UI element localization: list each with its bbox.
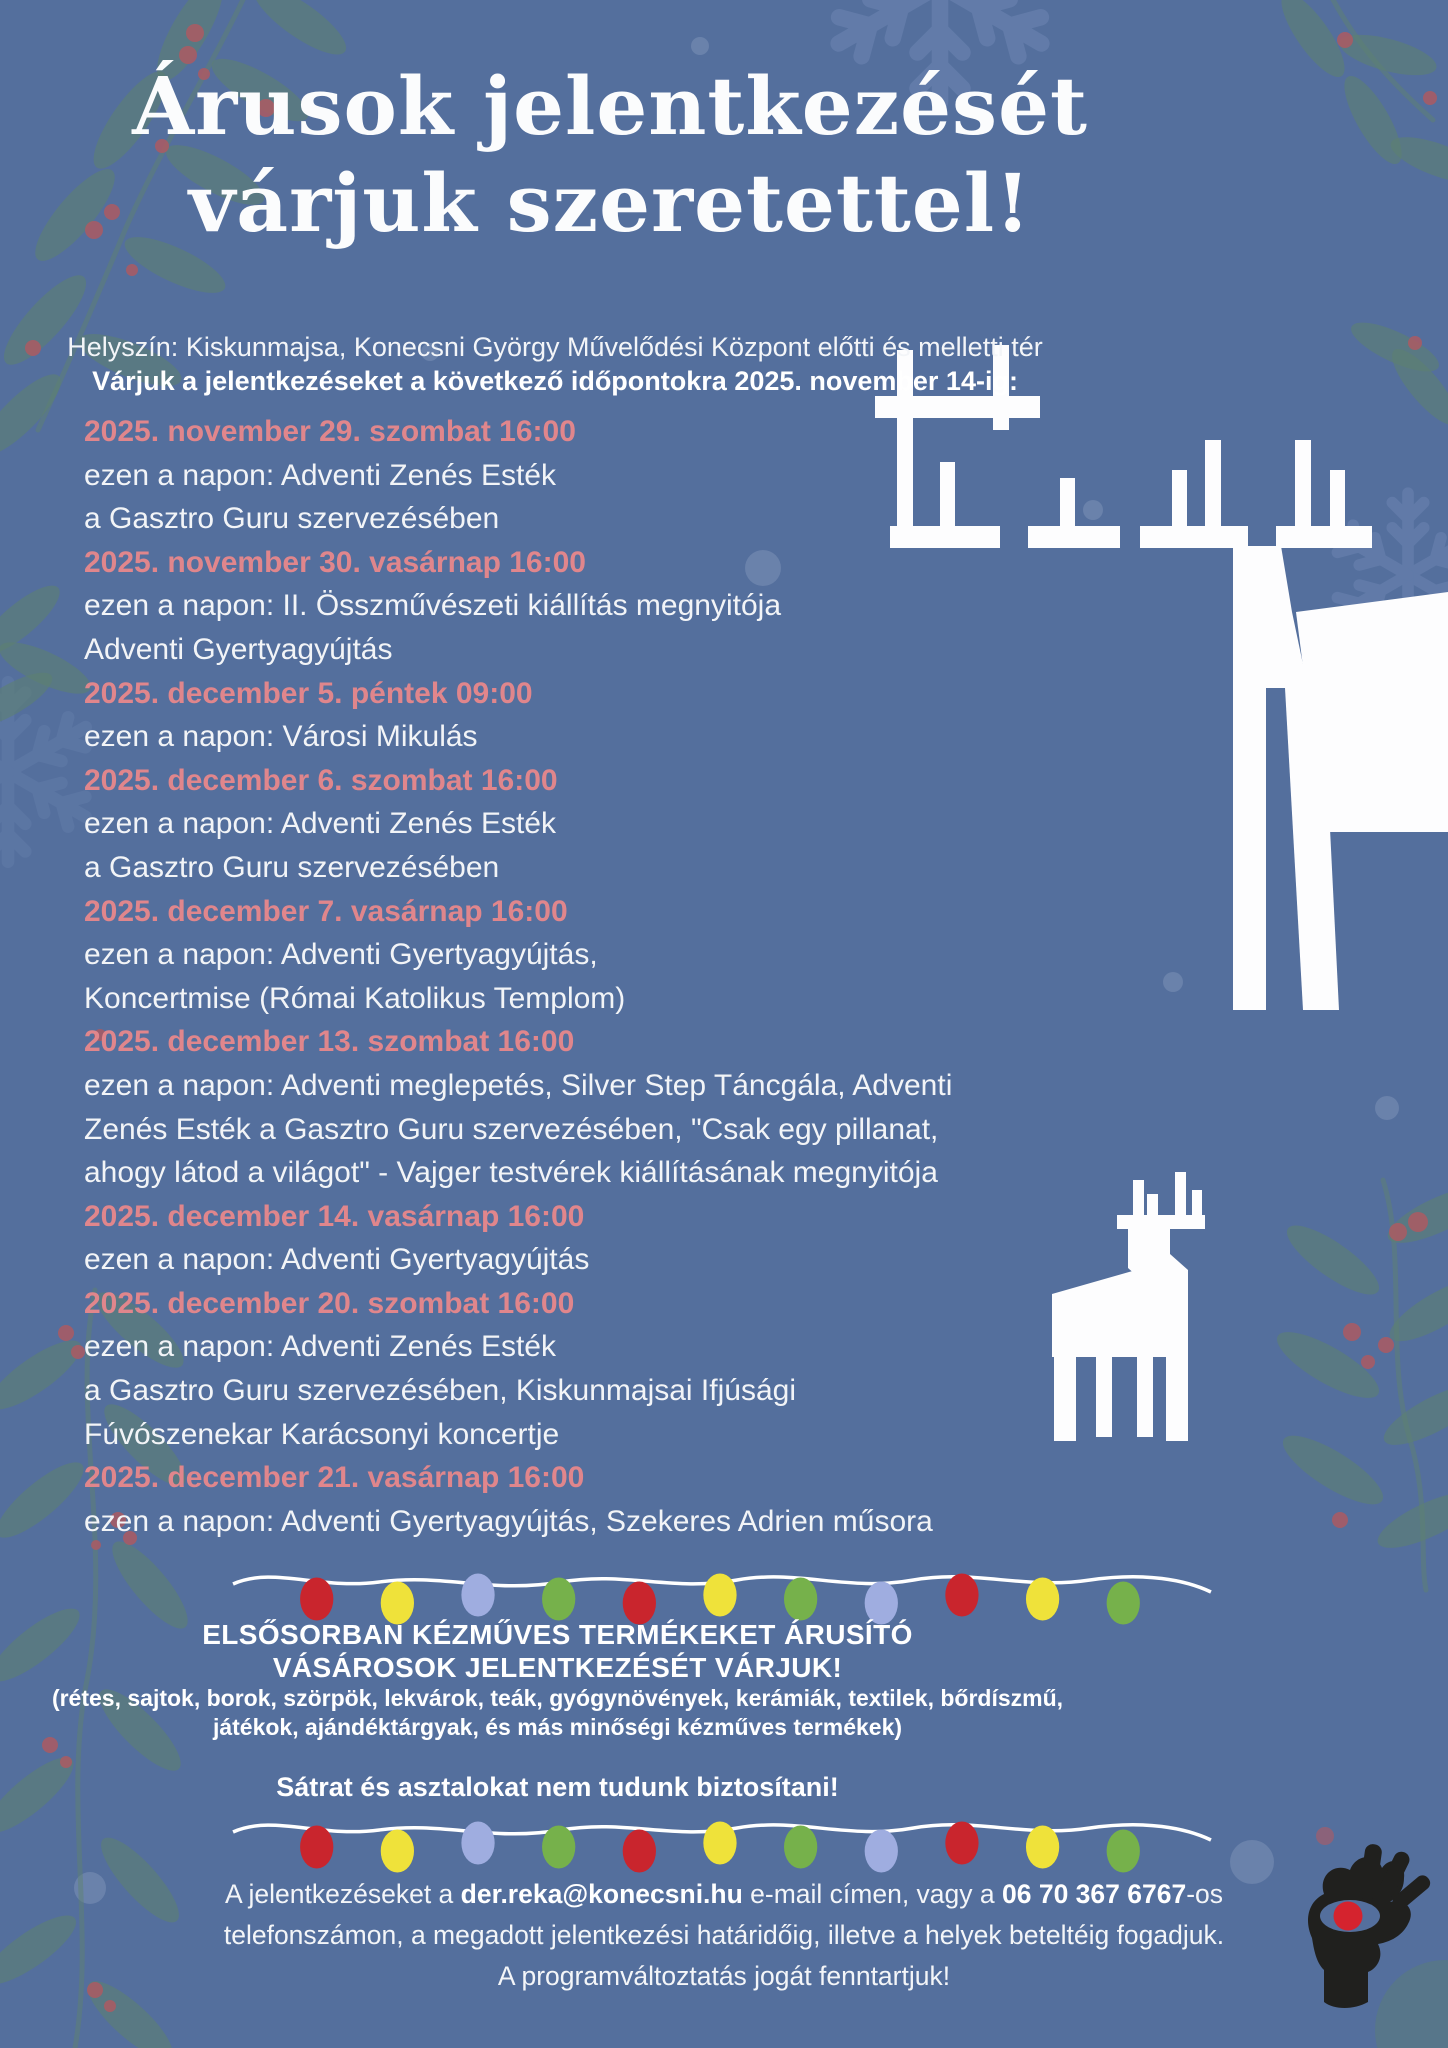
- schedule-line: a Gasztro Guru szervezésében: [84, 502, 500, 536]
- schedule-line: ezen a napon: II. Összművészeti kiállítás megnyitója: [84, 589, 782, 623]
- schedule-line: ezen a napon: Adventi meglepetés, Silver Step Táncgála, Adventi: [84, 1068, 953, 1102]
- deadline-line: Várjuk a jelentkezéseket a következő időpontokra 2025. november 14-ig:: [92, 366, 1018, 396]
- products-line2: játékok, ajándéktárgyak, és más minőségi kézműves termékek): [212, 1714, 903, 1740]
- intro-block: [0, 330, 1110, 398]
- contact-email: der.reka@konecsni.hu: [460, 1879, 743, 1909]
- contact-line1-middle: e-mail címen, vagy a: [742, 1879, 1002, 1909]
- schedule-line: 2025. december 14. vasárnap 16:00: [84, 1199, 585, 1233]
- schedule-line: 2025. december 7. vasárnap 16:00: [84, 894, 568, 928]
- products-line1: (rétes, sajtok, borok, szörpök, lekvárok, teák, gyógynövények, kerámiák, textilek, bőrdíszmű,: [51, 1685, 1064, 1711]
- schedule-line: ahogy látod a világot" - Vajger testvérek kiállításának megnyitója: [84, 1156, 938, 1190]
- schedule-line: ezen a napon: Adventi Zenés Esték: [84, 1330, 556, 1364]
- schedule-line: ezen a napon: Adventi Gyertyagyújtás,: [84, 938, 598, 972]
- schedule-line: Fúvószenekar Karácsonyi koncertje: [84, 1417, 560, 1451]
- schedule-line: Koncertmise (Római Katolikus Templom): [84, 981, 626, 1015]
- schedule-line: 2025. november 29. szombat 16:00: [84, 415, 576, 448]
- schedule-line: a Gasztro Guru szervezésében: [84, 850, 500, 884]
- schedule-line: 2025. december 13. szombat 16:00: [84, 1025, 575, 1059]
- schedule-line: ezen a napon: Adventi Gyertyagyújtás, Szekeres Adrien műsora: [84, 1504, 933, 1538]
- contact-line3: A programváltoztatás jogát fenntartjuk!: [497, 1961, 951, 1991]
- schedule-line: ezen a napon: Adventi Zenés Esték: [84, 458, 556, 492]
- schedule-line: ezen a napon: Adventi Zenés Esték: [84, 807, 556, 841]
- vendors-headline-line1: ELSŐSORBAN KÉZMŰVES TERMÉKEKET ÁRUSÍTÓ: [202, 1619, 913, 1650]
- contact-line2: telefonszámon, a megadott jelentkezési határidőig, illetve a helyek beteltéig fogadjuk.: [223, 1920, 1225, 1950]
- holly-branch-icon: [1345, 313, 1448, 433]
- schedule-line: Adventi Gyertyagyújtás: [84, 632, 393, 666]
- berry-dot: [1316, 1827, 1334, 1845]
- schedule-list: [84, 410, 1344, 1543]
- contact-block: [0, 1874, 1448, 1997]
- contact-line1-prefix: A jelentkezéseket a: [224, 1879, 461, 1909]
- schedule-line: ezen a napon: Városi Mikulás: [84, 720, 478, 754]
- contact-phone: 06 70 367 6767: [1002, 1879, 1187, 1909]
- schedule-line: a Gasztro Guru szervezésében, Kiskunmajsai Ifjúsági: [84, 1374, 796, 1408]
- title-line2: várjuk szeretettel!: [188, 156, 1032, 250]
- title-line1: Árusok jelentkezését: [132, 59, 1088, 153]
- schedule-line: Zenés Esték a Gasztro Guru szervezésében, "Csak egy pillanat,: [84, 1112, 939, 1146]
- location-line: Helyszín: Kiskunmajsa, Konecsni György Művelődési Központ előtti és melletti tér: [67, 332, 1043, 362]
- schedule-line: ezen a napon: Adventi Gyertyagyújtás: [84, 1243, 590, 1277]
- schedule-line: 2025. november 30. vasárnap 16:00: [84, 545, 586, 579]
- contact-line1-suffix: -os: [1186, 1879, 1224, 1909]
- contact-line1: [0, 1874, 1448, 1915]
- holly-branch-icon: [0, 576, 97, 737]
- holly-branch-icon: [1271, 0, 1448, 192]
- schedule-line: 2025. december 6. szombat 16:00: [84, 763, 558, 797]
- products-note: [0, 1684, 1115, 1742]
- schedule-line: 2025. december 21. vasárnap 16:00: [84, 1461, 585, 1495]
- no-tents-note: Sátrat és asztalokat nem tudunk biztosítani!: [276, 1772, 839, 1802]
- vendors-headline: [0, 1618, 1115, 1684]
- page-title: [0, 58, 1220, 252]
- vendors-headline-line2: VÁSÁROSOK JELENTKEZÉSÉT VÁRJUK!: [272, 1652, 843, 1683]
- schedule-line: 2025. december 20. szombat 16:00: [84, 1286, 575, 1320]
- schedule-line: 2025. december 5. péntek 09:00: [84, 676, 533, 710]
